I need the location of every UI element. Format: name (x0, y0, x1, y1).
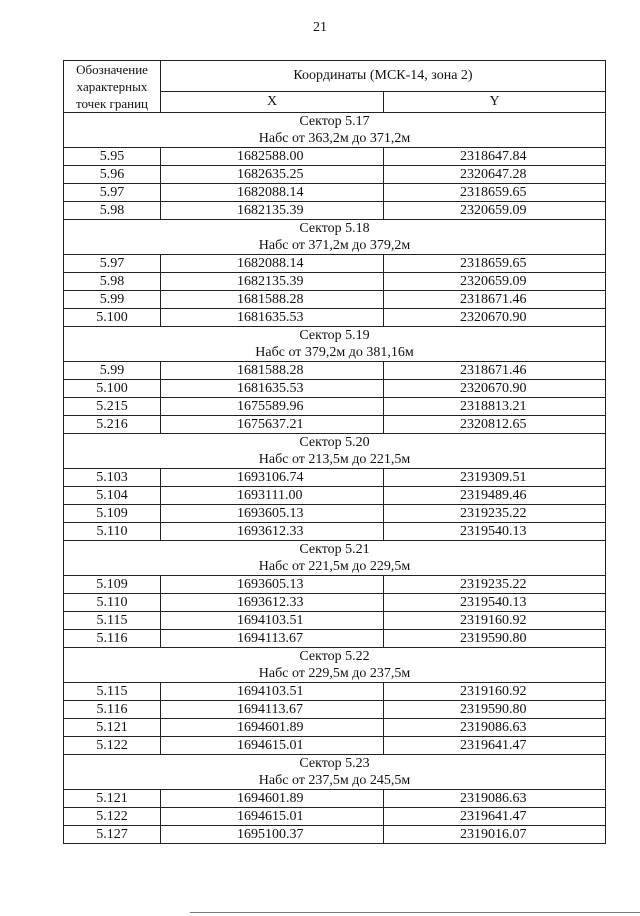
table-row (64, 362, 606, 380)
point-id-cell: 5.97 (64, 255, 161, 273)
x-coordinate-cell: 1694113.67 (161, 701, 384, 719)
x-coordinate-cell: 1694103.51 (161, 683, 384, 701)
table-row (64, 808, 606, 826)
x-coordinate-cell: 1695100.37 (161, 826, 384, 844)
table-row (64, 202, 606, 220)
point-id-cell: 5.127 (64, 826, 161, 844)
y-coordinate-cell: 2319489.46 (384, 487, 606, 505)
sector-title: Сектор 5.19 (299, 328, 370, 343)
x-coordinate-cell: 1694601.89 (161, 790, 384, 808)
table-row (64, 701, 606, 719)
point-id-cell: 5.99 (64, 291, 161, 309)
point-id-cell: 5.98 (64, 202, 161, 220)
table-row (64, 612, 606, 630)
y-coordinate-cell: 2319641.47 (384, 808, 606, 826)
x-coordinate-cell: 1682135.39 (161, 273, 384, 291)
x-header: X (161, 91, 384, 112)
x-coordinate-cell: 1682088.14 (161, 184, 384, 202)
table-row (64, 630, 606, 648)
y-coordinate-cell: 2319086.63 (384, 719, 606, 737)
point-id-cell: 5.216 (64, 416, 161, 434)
sector-title: Сектор 5.20 (299, 435, 370, 450)
x-coordinate-cell: 1693605.13 (161, 576, 384, 594)
x-coordinate-cell: 1681588.28 (161, 362, 384, 380)
point-id-cell: 5.110 (64, 594, 161, 612)
y-coordinate-cell: 2319016.07 (384, 826, 606, 844)
y-coordinate-cell: 2320670.90 (384, 309, 606, 327)
sector-heading (64, 113, 606, 148)
table-row (64, 523, 606, 541)
sector-row (64, 113, 606, 148)
y-coordinate-cell: 2319160.92 (384, 683, 606, 701)
x-coordinate-cell: 1681588.28 (161, 291, 384, 309)
x-coordinate-cell: 1682588.00 (161, 148, 384, 166)
sector-heading (64, 648, 606, 683)
point-id-cell: 5.97 (64, 184, 161, 202)
sector-heading (64, 434, 606, 469)
point-id-cell: 5.109 (64, 576, 161, 594)
x-coordinate-cell: 1694615.01 (161, 737, 384, 755)
sector-range: Набс от 371,2м до 379,2м (258, 238, 411, 253)
table-row (64, 505, 606, 523)
y-coordinate-cell: 2320812.65 (384, 416, 606, 434)
point-id-cell: 5.104 (64, 487, 161, 505)
table-row (64, 416, 606, 434)
y-coordinate-cell: 2319086.63 (384, 790, 606, 808)
x-coordinate-cell: 1681635.53 (161, 380, 384, 398)
x-coordinate-cell: 1693605.13 (161, 505, 384, 523)
point-id-cell: 5.115 (64, 612, 161, 630)
sector-range: Набс от 237,5м до 245,5м (258, 773, 411, 788)
table-body (64, 113, 606, 844)
point-id-cell: 5.122 (64, 737, 161, 755)
table-row (64, 273, 606, 291)
x-coordinate-cell: 1682135.39 (161, 202, 384, 220)
sector-row (64, 327, 606, 362)
x-coordinate-cell: 1682635.25 (161, 166, 384, 184)
y-coordinate-cell: 2319590.80 (384, 630, 606, 648)
x-coordinate-cell: 1693106.74 (161, 469, 384, 487)
x-coordinate-cell: 1681635.53 (161, 309, 384, 327)
y-coordinate-cell: 2319540.13 (384, 523, 606, 541)
y-coordinate-cell: 2319540.13 (384, 594, 606, 612)
coordinates-header: Координаты (МСК-14, зона 2) (161, 61, 606, 92)
y-coordinate-cell: 2318659.65 (384, 184, 606, 202)
sector-title: Сектор 5.22 (299, 649, 370, 664)
y-coordinate-cell: 2319309.51 (384, 469, 606, 487)
y-coordinate-cell: 2318671.46 (384, 362, 606, 380)
x-coordinate-cell: 1694601.89 (161, 719, 384, 737)
point-id-cell: 5.100 (64, 309, 161, 327)
sector-heading (64, 220, 606, 255)
table-row (64, 148, 606, 166)
point-id-cell: 5.115 (64, 683, 161, 701)
x-coordinate-cell: 1693111.00 (161, 487, 384, 505)
point-id-cell: 5.122 (64, 808, 161, 826)
y-coordinate-cell: 2320659.09 (384, 273, 606, 291)
sector-heading (64, 755, 606, 790)
point-id-cell: 5.121 (64, 790, 161, 808)
y-coordinate-cell: 2320647.28 (384, 166, 606, 184)
sector-heading (64, 541, 606, 576)
point-id-cell: 5.103 (64, 469, 161, 487)
table-row (64, 594, 606, 612)
sector-row (64, 541, 606, 576)
point-id-cell: 5.121 (64, 719, 161, 737)
coordinates-table (63, 60, 606, 844)
sector-row (64, 434, 606, 469)
y-coordinate-cell: 2318659.65 (384, 255, 606, 273)
sector-range: Набс от 229,5м до 237,5м (258, 666, 411, 681)
y-coordinate-cell: 2319160.92 (384, 612, 606, 630)
sector-range: Набс от 379,2м до 381,16м (255, 345, 414, 360)
sector-row (64, 755, 606, 790)
table-row (64, 291, 606, 309)
sector-heading (64, 327, 606, 362)
sector-title: Сектор 5.21 (299, 542, 370, 557)
point-id-cell: 5.215 (64, 398, 161, 416)
table-row (64, 683, 606, 701)
sector-row (64, 648, 606, 683)
sector-row (64, 220, 606, 255)
x-coordinate-cell: 1675589.96 (161, 398, 384, 416)
point-id-cell: 5.110 (64, 523, 161, 541)
table-row (64, 737, 606, 755)
table-row (64, 398, 606, 416)
y-coordinate-cell: 2319590.80 (384, 701, 606, 719)
y-coordinate-cell: 2319235.22 (384, 505, 606, 523)
point-id-cell: 5.116 (64, 701, 161, 719)
sector-title: Сектор 5.18 (299, 221, 370, 236)
table-row (64, 380, 606, 398)
y-coordinate-cell: 2318647.84 (384, 148, 606, 166)
table-row (64, 576, 606, 594)
y-coordinate-cell: 2318813.21 (384, 398, 606, 416)
table-row (64, 826, 606, 844)
table-row (64, 255, 606, 273)
point-id-cell: 5.98 (64, 273, 161, 291)
table-row (64, 469, 606, 487)
point-id-cell: 5.116 (64, 630, 161, 648)
point-id-cell: 5.99 (64, 362, 161, 380)
point-id-cell: 5.96 (64, 166, 161, 184)
y-coordinate-cell: 2319235.22 (384, 576, 606, 594)
sector-range: Набс от 213,5м до 221,5м (258, 452, 411, 467)
x-coordinate-cell: 1675637.21 (161, 416, 384, 434)
sector-title: Сектор 5.17 (299, 114, 370, 129)
designation-header: Обозначение характерных точек границ (64, 61, 161, 113)
sector-range: Набс от 221,5м до 229,5м (258, 559, 411, 574)
sector-range: Набс от 363,2м до 371,2м (258, 131, 411, 146)
table-row (64, 790, 606, 808)
table-header (64, 61, 606, 113)
sector-title: Сектор 5.23 (299, 756, 370, 771)
y-header: Y (384, 91, 606, 112)
x-coordinate-cell: 1694103.51 (161, 612, 384, 630)
y-coordinate-cell: 2320670.90 (384, 380, 606, 398)
point-id-cell: 5.109 (64, 505, 161, 523)
point-id-cell: 5.100 (64, 380, 161, 398)
x-coordinate-cell: 1693612.33 (161, 594, 384, 612)
table-row (64, 719, 606, 737)
y-coordinate-cell: 2319641.47 (384, 737, 606, 755)
table-row (64, 184, 606, 202)
x-coordinate-cell: 1682088.14 (161, 255, 384, 273)
y-coordinate-cell: 2320659.09 (384, 202, 606, 220)
y-coordinate-cell: 2318671.46 (384, 291, 606, 309)
x-coordinate-cell: 1694113.67 (161, 630, 384, 648)
point-id-cell: 5.95 (64, 148, 161, 166)
page-edge-line (190, 912, 640, 913)
table-row (64, 166, 606, 184)
page-number: 21 (313, 20, 327, 35)
x-coordinate-cell: 1694615.01 (161, 808, 384, 826)
table-row (64, 309, 606, 327)
table-row (64, 487, 606, 505)
x-coordinate-cell: 1693612.33 (161, 523, 384, 541)
